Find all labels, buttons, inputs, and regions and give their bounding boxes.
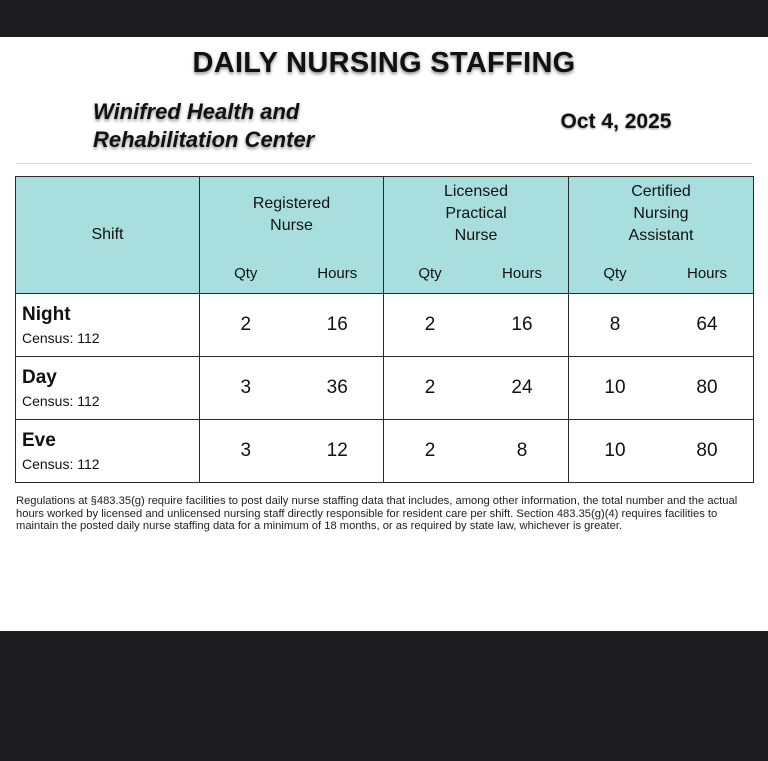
table-row-day <box>16 357 754 420</box>
shift-column-header: Shift <box>16 177 200 294</box>
cna-hours: 80 <box>696 377 718 398</box>
lpn-title-line-1: Licensed <box>443 183 509 200</box>
lpn-hours: 24 <box>511 377 533 398</box>
lpn-column-group <box>384 177 569 294</box>
cna-qty-header: Qty <box>603 265 627 282</box>
census-value: Census: 112 <box>22 393 100 409</box>
rn-cell <box>200 294 384 357</box>
header-divider <box>16 163 752 164</box>
lpn-subheaders <box>384 265 568 282</box>
lpn-title-line-3: Nurse <box>454 227 498 244</box>
regulation-notice: Regulations at §483.35(g) require facilities to post daily nurse staffing data that includes, among other information, the total number and the actual hours worked by licensed and unlicensed nursing staff directly responsible for resident care per shift. Section 483.35(g)(4) requires facilities to maintain the posted daily nurse staffing data for a minimum of 18 months, or as required by state law, whichever is greater. <box>16 495 738 533</box>
rn-group-title <box>200 193 383 237</box>
lpn-qty-header: Qty <box>418 265 442 282</box>
facility-name-line-1: Winifred Health and <box>93 99 300 124</box>
lpn-hours-header: Hours <box>501 265 542 282</box>
lpn-cell <box>384 294 569 357</box>
table-row-night <box>16 294 754 357</box>
rn-cell <box>200 357 384 420</box>
cna-title-line-2: Nursing <box>633 205 689 222</box>
cna-cell <box>569 420 754 483</box>
census-value: Census: 112 <box>22 456 100 472</box>
shift-cell <box>16 294 200 357</box>
cna-hours: 80 <box>696 440 718 461</box>
rn-qty: 3 <box>240 377 252 398</box>
lpn-qty: 2 <box>424 314 436 335</box>
cna-qty: 8 <box>609 314 621 335</box>
table-row-eve <box>16 420 754 483</box>
cna-hours-header: Hours <box>686 265 727 282</box>
rn-title-line-1: Registered <box>252 195 331 212</box>
rn-hours: 16 <box>326 314 348 335</box>
rn-qty-header: Qty <box>234 265 258 282</box>
cna-title-line-1: Certified <box>631 183 691 200</box>
lpn-title-line-2: Practical <box>445 205 507 222</box>
lpn-cell <box>384 357 569 420</box>
cna-cell <box>569 294 754 357</box>
cna-hours: 64 <box>696 314 718 335</box>
lpn-hours: 16 <box>511 314 533 335</box>
rn-hours-header: Hours <box>317 265 358 282</box>
cna-subheaders <box>569 265 753 282</box>
rn-hours: 36 <box>326 377 348 398</box>
lpn-qty: 2 <box>424 440 436 461</box>
rn-hours: 12 <box>326 440 348 461</box>
table-header-row <box>16 177 754 294</box>
shift-cell <box>16 420 200 483</box>
cna-column-group <box>569 177 754 294</box>
lpn-group-title <box>384 181 568 247</box>
rn-column-group <box>200 177 384 294</box>
rn-qty: 3 <box>240 440 252 461</box>
staffing-table <box>15 176 754 483</box>
top-frame-bar <box>0 0 768 37</box>
shift-name: Eve <box>22 430 56 451</box>
rn-qty: 2 <box>240 314 252 335</box>
bottom-frame-area <box>0 631 768 761</box>
report-date: Oct 4, 2025 <box>560 110 672 133</box>
shift-name: Day <box>22 367 57 388</box>
rn-title-line-2: Nurse <box>270 217 313 234</box>
facility-name <box>93 98 453 154</box>
census-value: Census: 112 <box>22 330 100 346</box>
lpn-cell <box>384 420 569 483</box>
staffing-sheet <box>0 37 768 631</box>
rn-subheaders <box>200 265 383 282</box>
page-title: DAILY NURSING STAFFING <box>192 47 576 79</box>
facility-name-line-2: Rehabilitation Center <box>93 127 315 152</box>
cna-qty: 10 <box>604 377 626 398</box>
shift-cell <box>16 357 200 420</box>
cna-qty: 10 <box>604 440 626 461</box>
rn-cell <box>200 420 384 483</box>
lpn-qty: 2 <box>424 377 436 398</box>
shift-name: Night <box>22 304 71 325</box>
lpn-hours: 8 <box>516 440 528 461</box>
cna-title-line-3: Assistant <box>628 227 694 244</box>
cna-cell <box>569 357 754 420</box>
cna-group-title <box>569 181 753 247</box>
